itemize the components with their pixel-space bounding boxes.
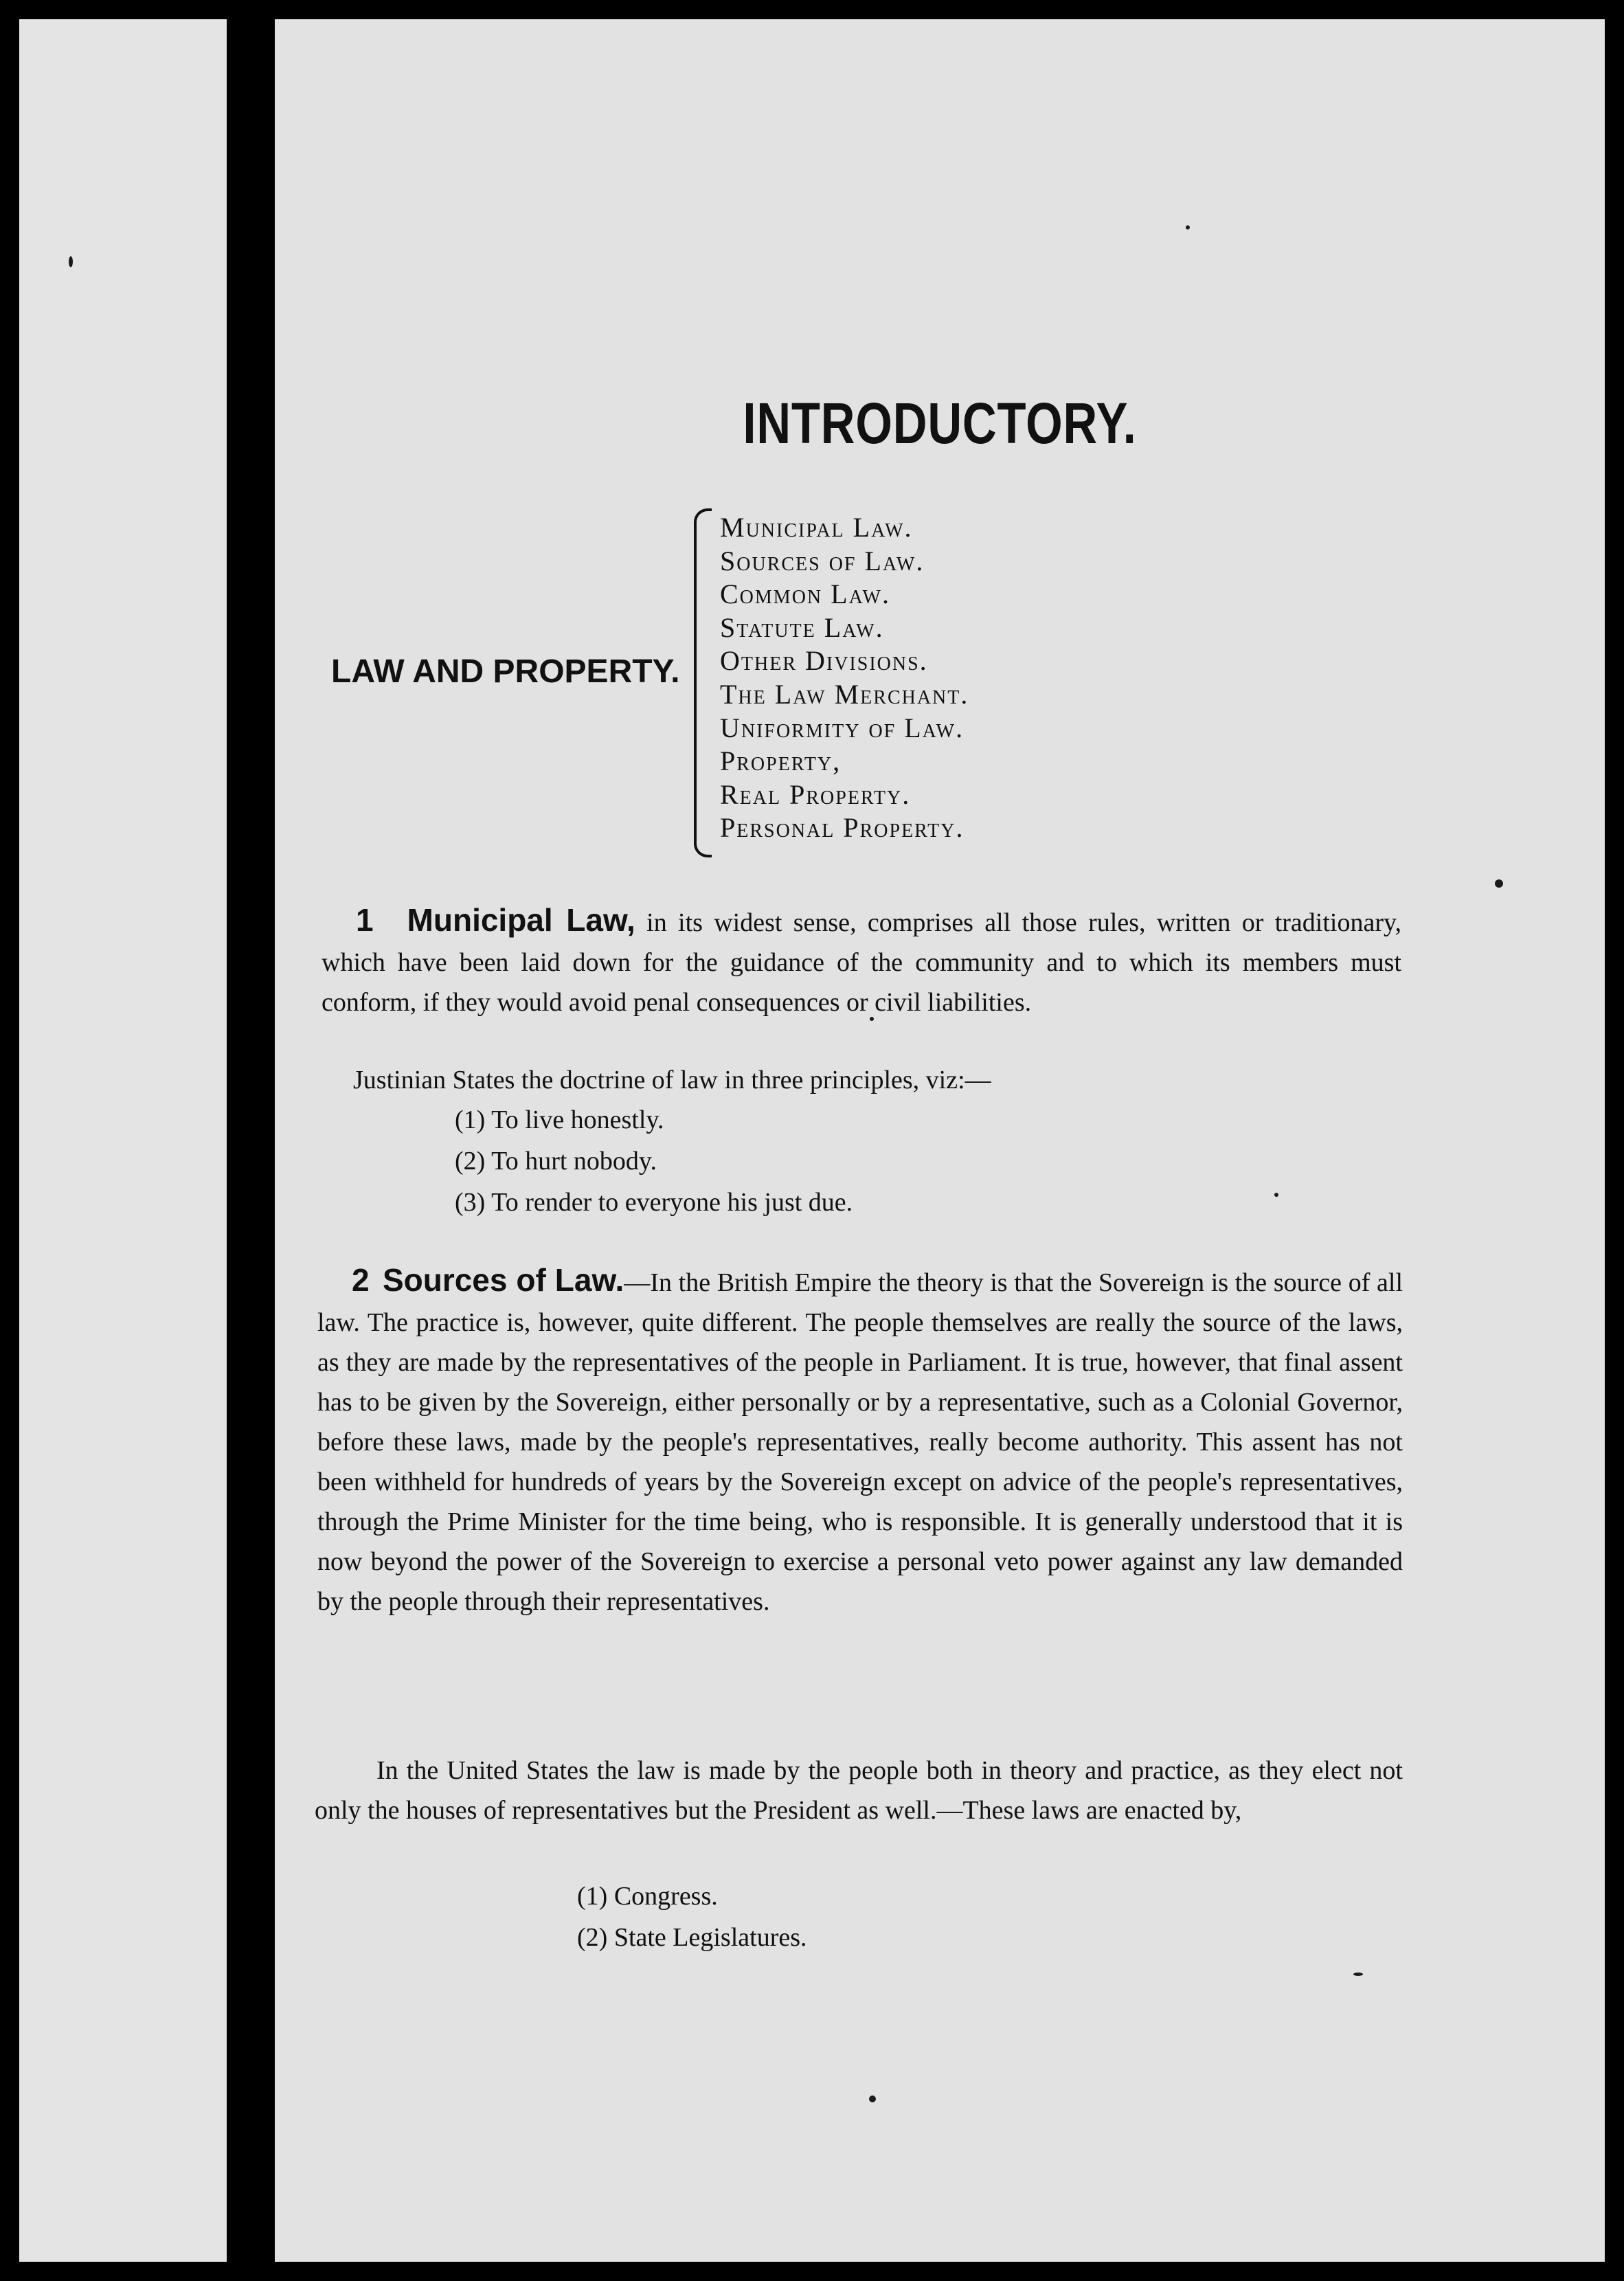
section-1-paragraph — [322, 900, 1401, 1022]
ink-speck — [1274, 1193, 1278, 1197]
topic-list — [720, 511, 969, 845]
ink-speck — [1186, 225, 1190, 229]
section-1-text: in its widest sense, comprises all those rules, written or traditionary, which have been laid down for the guidance of the community and to which its members must conform, if they would avoid penal consequences or civil liabilities. — [322, 908, 1402, 1017]
ink-speck — [69, 256, 73, 267]
principle-text: To hurt nobody. — [491, 1147, 657, 1176]
topic-title: LAW AND PROPERTY. — [331, 653, 680, 690]
principle-text: To render to everyone his just due. — [491, 1188, 853, 1217]
enacted-by-number: (2) — [577, 1923, 608, 1952]
united-states-text: In the United States the law is made by the people both in theory and practice, as they elect not only the houses of representatives but the President as well.—These laws are enacted by, — [315, 1756, 1403, 1825]
brace — [694, 508, 712, 857]
enacted-by-text: State Legislatures. — [613, 1923, 807, 1952]
facing-page — [19, 19, 227, 2262]
ink-speck — [869, 2095, 876, 2102]
principle-item — [455, 1105, 664, 1135]
topic-item: Real Property. — [720, 778, 911, 810]
principle-item — [455, 1187, 853, 1217]
section-2-text: —In the British Empire the theory is that the Sovereign is the source of all law. The practice is, however, quite different. The people themselves are really the source of the laws, as they are made by the representatives of the people in Parliament. It is true, however, that final assent has to be given by the Sovereign, either personally or by a representative, such as a Colonial Governor, before these laws, made by the people's representatives, really become authority. This assent has not been withheld for hundreds of years by the Sovereign except on advice of the people's representatives, through the Prime Minister for the time being, who is responsible. It is generally understood that it is now beyond the power of the Sovereign to exercise a personal veto power against any law demanded by the people through their representatives. — [317, 1268, 1403, 1616]
topic-item: Common Law. — [720, 578, 890, 610]
section-1-number: 1 — [356, 902, 374, 938]
enacted-by-text: Congress. — [613, 1882, 718, 1911]
principle-number: (2) — [455, 1147, 486, 1176]
section-2-paragraph — [317, 1260, 1403, 1621]
ink-speck — [1353, 1973, 1363, 1976]
topic-item: Statute Law. — [720, 611, 884, 643]
enacted-by-item — [577, 1881, 718, 1911]
topic-item: Municipal Law. — [720, 512, 913, 543]
topic-item: Personal Property. — [720, 812, 965, 844]
justinian-line: Justinian States the doctrine of law in three principles, viz:— — [353, 1066, 991, 1094]
enacted-by-number: (1) — [577, 1882, 608, 1911]
principle-number: (3) — [455, 1188, 486, 1217]
topic-item: Uniformity of Law. — [720, 712, 965, 743]
page-heading: INTRODUCTORY. — [743, 391, 1137, 456]
united-states-paragraph — [315, 1751, 1403, 1830]
principle-text: To live honestly. — [491, 1105, 664, 1134]
document-page — [275, 19, 1605, 2262]
topic-item: Sources of Law. — [720, 545, 925, 576]
principle-item — [455, 1146, 657, 1176]
topic-item: Other Divisions. — [720, 645, 928, 677]
enacted-by-item — [577, 1922, 807, 1953]
topic-item: Property, — [720, 745, 842, 777]
section-2-number: 2 — [352, 1262, 370, 1298]
section-2-title: Sources of Law. — [382, 1262, 624, 1298]
principle-number: (1) — [455, 1105, 486, 1134]
section-1-title: Municipal Law, — [407, 902, 635, 938]
topic-item: The Law Merchant. — [720, 678, 969, 710]
ink-speck — [1495, 879, 1503, 888]
